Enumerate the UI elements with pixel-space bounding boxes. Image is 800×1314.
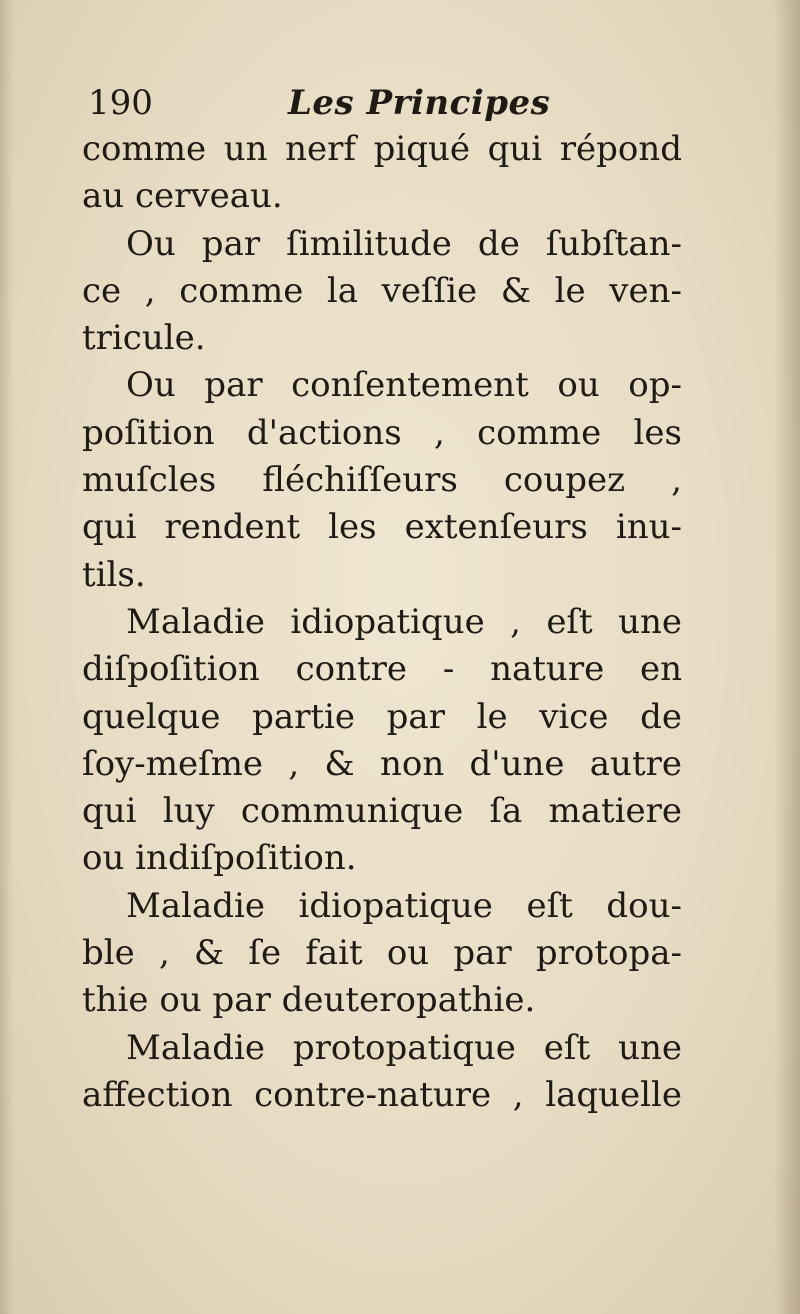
text-line: Ou par conſentement ou op- — [126, 365, 682, 406]
text-line: ce , comme la veſſie & le ven- — [82, 270, 682, 311]
body-text — [82, 126, 682, 1119]
text-line: ou indiſpoſition. — [82, 838, 357, 879]
text-line: ble , & ſe fait ou par protopa- — [82, 933, 682, 974]
text-line: affection contre-nature , laquelle — [82, 1074, 682, 1115]
page-gutter-shadow — [0, 0, 14, 1314]
text-line: qui luy communique ſa matiere — [82, 791, 682, 832]
text-line: quelque partie par le vice de — [82, 696, 682, 737]
text-line: poſition d'actions , comme les — [82, 412, 682, 453]
text-line: thie ou par deuteropathie. — [82, 980, 536, 1021]
text-line: muſcles fléchiſſeurs coupez , — [82, 460, 682, 501]
page-header — [88, 78, 688, 128]
text-line: ſoy-meſme , & non d'une autre — [82, 743, 682, 784]
text-line: qui rendent les extenſeurs inu- — [82, 507, 682, 548]
text-line: Maladie idiopatique , eſt une — [126, 601, 682, 642]
page-number: 190 — [88, 83, 153, 123]
text-line: Maladie idiopatique eſt dou- — [126, 885, 682, 926]
text-line: comme un nerf piqué qui répond — [82, 129, 682, 169]
text-line: au cerveau. — [82, 176, 283, 217]
page-edge-shadow — [774, 0, 800, 1314]
text-line: tricule. — [82, 318, 206, 359]
text-line: Ou par ſimilitude de ſubſtan- — [126, 223, 682, 264]
text-line: diſpoſition contre - nature en — [82, 649, 682, 690]
text-line: tils. — [82, 554, 146, 595]
running-head: Les Principes — [288, 83, 551, 123]
text-line: Maladie protopatique eſt une — [126, 1027, 682, 1068]
